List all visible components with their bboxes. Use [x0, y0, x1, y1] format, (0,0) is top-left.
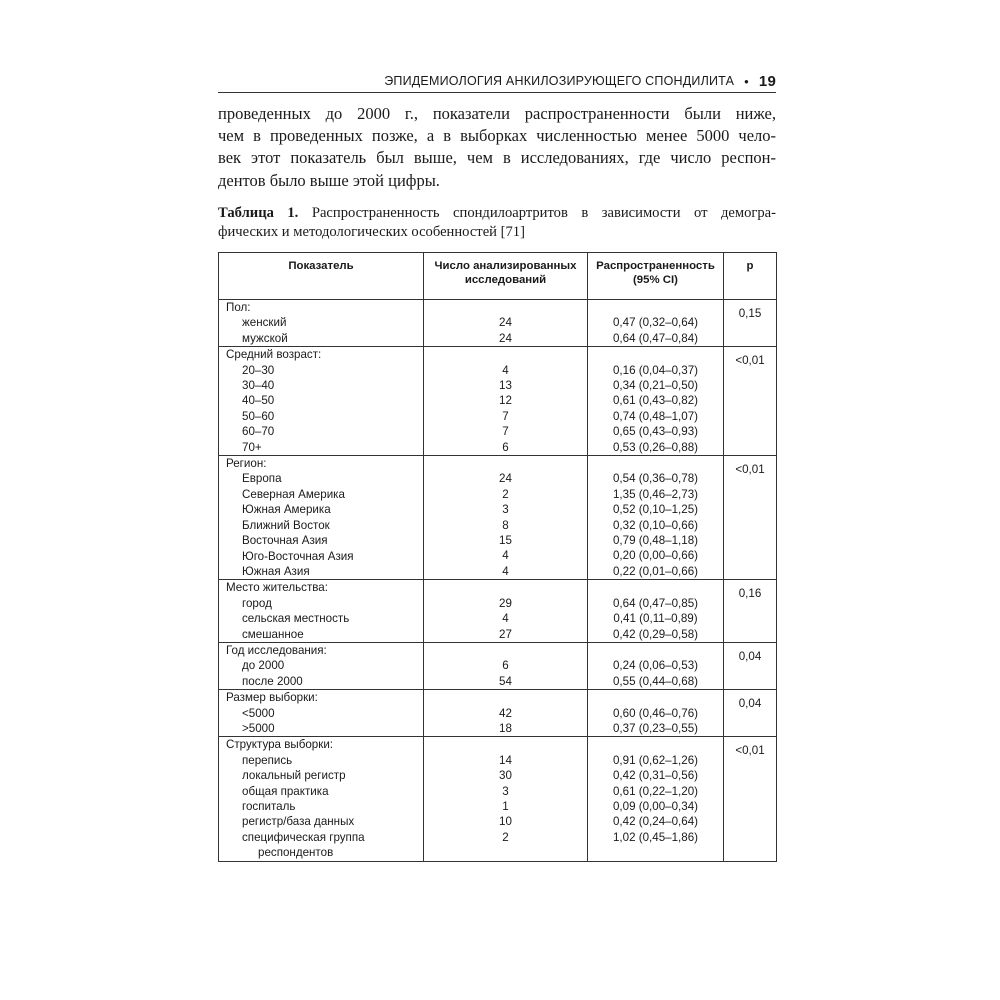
- table-group-row: [219, 737, 777, 861]
- p-value-cell: <0,01: [724, 456, 777, 580]
- row-label: Северная Америка: [242, 487, 345, 501]
- prevalence-value: 0,53 (0,26–0,88): [612, 440, 699, 454]
- caption-line: [218, 204, 776, 223]
- header-studies-line2: исследований: [464, 274, 547, 286]
- header-studies: [424, 253, 588, 300]
- row-label: 50–60: [242, 409, 275, 423]
- prevalence-value: 0,41 (0,11–0,89): [613, 612, 698, 626]
- caption-text: Распространенность спондилоартритов в зависимости от демогра-: [298, 205, 776, 221]
- header-studies-line1: Число анализированных: [434, 260, 577, 272]
- studies-count: 1: [502, 799, 509, 813]
- studies-count: 4: [502, 612, 509, 626]
- prevalence-cell: [588, 347, 724, 456]
- header-prevalence: [588, 253, 724, 300]
- prevalence-value: 0,09 (0,00–0,34): [612, 799, 699, 813]
- studies-count: 27: [499, 627, 512, 641]
- page-number: 19: [758, 72, 776, 90]
- group-title: Регион:: [226, 457, 267, 471]
- group-label-cell: [219, 642, 424, 689]
- caption-line: фических и методологических особенностей [71]: [218, 224, 525, 240]
- prevalence-value: 0,65 (0,43–0,93): [612, 425, 699, 439]
- group-label-cell: [219, 300, 424, 347]
- row-label: город: [242, 596, 272, 610]
- row-label: 40–50: [242, 394, 275, 408]
- prevalence-value: 0,52 (0,10–1,25): [612, 503, 699, 517]
- table-group-row: [219, 300, 777, 347]
- group-label-cell: [219, 737, 424, 861]
- studies-count: 6: [502, 440, 509, 454]
- row-label: Юго-Восточная Азия: [242, 549, 354, 563]
- studies-count-cell: [424, 690, 588, 737]
- prevalence-value: 0,42 (0,31–0,56): [612, 769, 699, 783]
- row-label: 20–30: [242, 363, 275, 377]
- caption-label: Таблица 1.: [218, 205, 299, 221]
- prevalence-cell: [588, 456, 724, 580]
- running-head: [218, 70, 776, 93]
- row-label: <5000: [242, 706, 275, 720]
- studies-count: 7: [502, 409, 509, 423]
- studies-count: 24: [499, 472, 512, 486]
- row-label: перепись: [242, 753, 293, 767]
- studies-count: 4: [502, 564, 509, 578]
- group-title: Год исследования:: [226, 643, 327, 657]
- row-label: госпиталь: [242, 800, 296, 813]
- p-value-cell: <0,01: [724, 737, 777, 861]
- body-paragraph: [218, 103, 776, 192]
- prevalence-value: 0,54 (0,36–0,78): [612, 472, 699, 486]
- prevalence-value: 0,60 (0,46–0,76): [612, 706, 699, 720]
- body-line: век этот показатель был выше, чем в исследованиях, где число респон-: [218, 148, 776, 168]
- studies-count: 18: [499, 721, 512, 735]
- prevalence-value: 0,55 (0,44–0,68): [612, 674, 699, 688]
- prevalence-cell: [588, 690, 724, 737]
- prevalence-cell: [588, 642, 724, 689]
- studies-count: 4: [502, 363, 509, 377]
- row-label: до 2000: [242, 659, 285, 673]
- table-group-row: [219, 347, 777, 456]
- studies-count-cell: [424, 737, 588, 861]
- prevalence-table: [218, 252, 777, 862]
- body-line: проведенных до 2000 г., показатели распространенности были ниже,: [218, 104, 776, 123]
- row-label: Европа: [242, 472, 282, 486]
- prevalence-cell: [588, 737, 724, 861]
- row-label: Ближний Восток: [242, 518, 330, 532]
- prevalence-value: 0,61 (0,22–1,20): [612, 784, 699, 798]
- row-label: 70+: [242, 440, 262, 454]
- p-value-cell: <0,01: [724, 347, 777, 456]
- group-label-cell: [219, 347, 424, 456]
- prevalence-value: 0,42 (0,29–0,58): [612, 627, 699, 641]
- row-label: сельская местность: [242, 612, 350, 626]
- studies-count: 30: [499, 769, 512, 783]
- prevalence-value: 0,37 (0,23–0,55): [612, 721, 699, 735]
- row-label: локальный регистр: [242, 769, 346, 783]
- studies-count: 6: [502, 659, 509, 673]
- bullet-separator: •: [744, 73, 749, 89]
- studies-count: 13: [499, 379, 512, 393]
- studies-count: 15: [499, 534, 512, 548]
- studies-count: 14: [499, 753, 512, 767]
- prevalence-value: 0,24 (0,06–0,53): [612, 659, 699, 673]
- row-label-continuation: респондентов: [258, 846, 334, 860]
- studies-count: 2: [502, 830, 509, 844]
- prevalence-cell: [588, 580, 724, 643]
- row-label: после 2000: [242, 674, 303, 688]
- header-p: p: [724, 253, 777, 300]
- row-label: 30–40: [242, 379, 275, 393]
- studies-count-cell: [424, 642, 588, 689]
- row-label: общая практика: [242, 784, 329, 798]
- table-caption: [218, 204, 776, 242]
- studies-count: 24: [499, 331, 512, 345]
- studies-count: 3: [502, 503, 509, 517]
- row-label: специфическая группа: [242, 830, 365, 844]
- prevalence-value: 0,32 (0,10–0,66): [612, 518, 699, 532]
- row-label: смешанное: [242, 627, 304, 641]
- table-group-row: [219, 642, 777, 689]
- header-prevalence-line1: Распространенность: [596, 260, 715, 272]
- prevalence-value: 1,35 (0,46–2,73): [612, 487, 699, 501]
- studies-count: 29: [499, 596, 512, 610]
- group-title: Пол:: [226, 301, 251, 314]
- studies-count: 3: [502, 784, 509, 798]
- p-value-cell: 0,04: [724, 642, 777, 689]
- row-label: регистр/база данных: [242, 815, 355, 829]
- group-title: Средний возраст:: [226, 348, 322, 362]
- prevalence-value: 0,16 (0,04–0,37): [612, 363, 699, 377]
- row-label: Южная Азия: [242, 564, 310, 578]
- group-title: Структура выборки:: [226, 738, 334, 752]
- row-label: 60–70: [242, 425, 275, 439]
- studies-count-cell: [424, 300, 588, 347]
- studies-count: 10: [499, 815, 512, 829]
- prevalence-value: 0,42 (0,24–0,64): [612, 815, 699, 829]
- prevalence-value: 0,64 (0,47–0,84): [612, 331, 699, 345]
- p-value-cell: 0,16: [724, 580, 777, 643]
- prevalence-value: 0,91 (0,62–1,26): [612, 753, 699, 767]
- studies-count: 8: [502, 518, 509, 532]
- body-line: чем в проведенных позже, а в выборках численностью менее 5000 чело-: [218, 126, 776, 146]
- prevalence-value: 0,79 (0,48–1,18): [612, 534, 699, 548]
- group-label-cell: [219, 456, 424, 580]
- row-label: женский: [242, 316, 287, 330]
- group-title: Место жительства:: [226, 581, 328, 595]
- prevalence-cell: [588, 300, 724, 347]
- group-label-cell: [219, 690, 424, 737]
- prevalence-value: 0,64 (0,47–0,85): [612, 596, 699, 610]
- header-indicator: Показатель: [219, 253, 424, 300]
- prevalence-value: 0,34 (0,21–0,50): [612, 379, 699, 393]
- table-group-row: [219, 690, 777, 737]
- row-label: мужской: [242, 331, 288, 345]
- body-line: дентов было выше этой цифры.: [218, 170, 440, 190]
- studies-count: 12: [499, 394, 512, 408]
- studies-count-cell: [424, 347, 588, 456]
- p-value-cell: 0,04: [724, 690, 777, 737]
- running-title: ЭПИДЕМИОЛОГИЯ АНКИЛОЗИРУЮЩЕГО СПОНДИЛИТА: [384, 74, 735, 88]
- table-header-row: [219, 253, 777, 300]
- studies-count: 42: [499, 706, 512, 720]
- prevalence-value: 0,47 (0,32–0,64): [612, 316, 699, 330]
- prevalence-value: 0,22 (0,01–0,66): [612, 564, 699, 578]
- row-label: Южная Америка: [242, 503, 331, 517]
- prevalence-value: 0,20 (0,00–0,66): [612, 549, 699, 563]
- studies-count: 54: [499, 674, 512, 688]
- group-label-cell: [219, 580, 424, 643]
- header-prevalence-line2: (95% CI): [633, 274, 678, 286]
- table-group-row: [219, 456, 777, 580]
- studies-count-cell: [424, 456, 588, 580]
- group-title: Размер выборки:: [226, 691, 318, 705]
- studies-count: 4: [502, 549, 509, 563]
- p-value-cell: 0,15: [724, 300, 777, 347]
- prevalence-value: 0,74 (0,48–1,07): [612, 409, 699, 423]
- studies-count: 24: [499, 316, 512, 330]
- prevalence-value: 1,02 (0,45–1,86): [612, 830, 699, 844]
- table-group-row: [219, 580, 777, 643]
- row-label: Восточная Азия: [242, 534, 328, 548]
- studies-count: 2: [502, 487, 509, 501]
- studies-count: 7: [502, 425, 509, 439]
- row-label: >5000: [242, 721, 275, 735]
- table-body: [219, 300, 777, 862]
- studies-count-cell: [424, 580, 588, 643]
- prevalence-value: 0,61 (0,43–0,82): [612, 394, 699, 408]
